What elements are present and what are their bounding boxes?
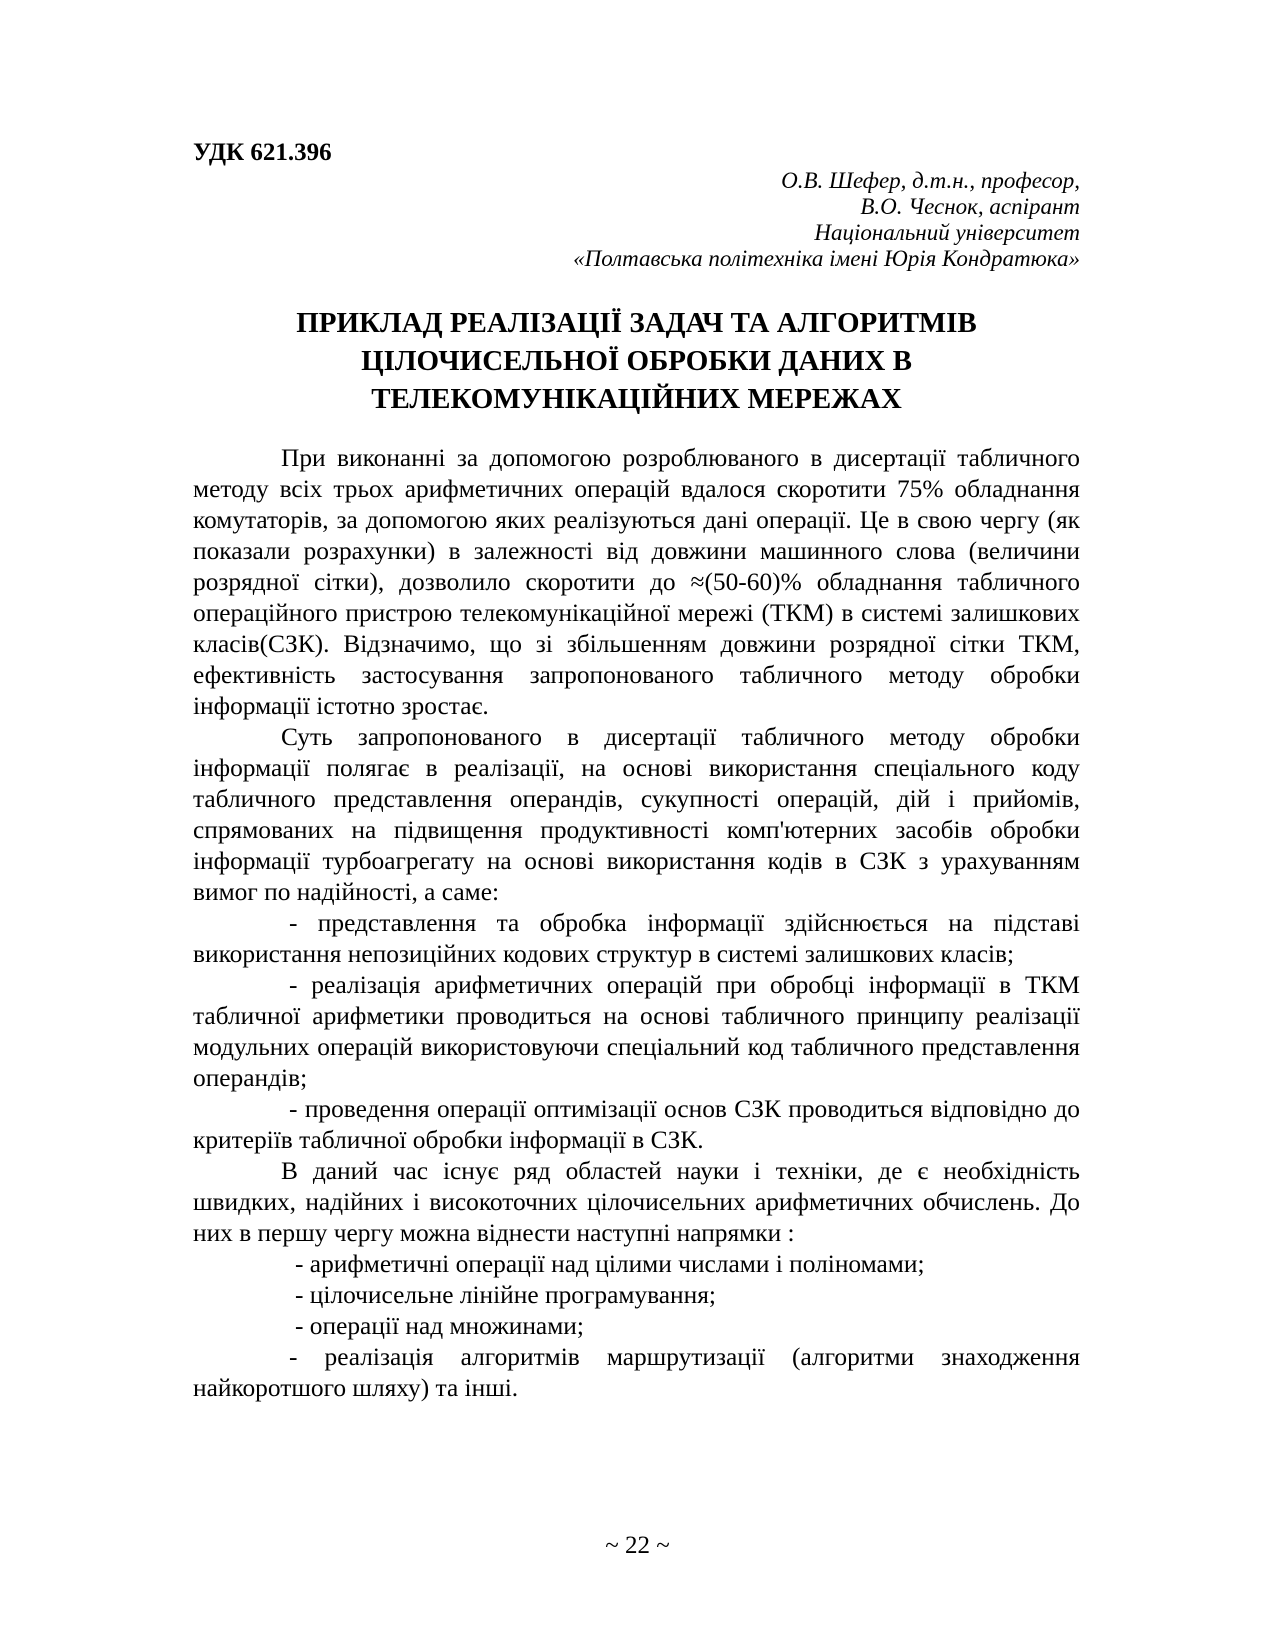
list-item-sets: - операції над множинами; [295,1312,584,1340]
list-item-integers: - арифметичні операції над цілими числами і поліномами; [295,1250,925,1278]
author-block [193,168,1080,272]
list-item-routing: - реалізація алгоритмів маршрутизації (алгоритми знаходження найкоротшого шляху) та інші. [193,1343,1080,1402]
body-paragraph-2: Суть запропонованого в дисертації табличного методу обробки інформації полягає в реалізації, на основі використання спеціального коду табличного представлення операндів, сукупності операцій, дій і прийомів, спрямованих на підвищення продуктивності комп'ютерних засобів обробки інформації турбоагрегату на основі використання кодів в СЗК з урахуванням вимог по надійності, а саме: [193,723,1080,906]
affiliation-line-2: «Полтавська політехніка імені Юрія Кондратюка» [573,246,1080,271]
article-title [193,304,1080,418]
list-item-arithmetic: - реалізація арифметичних операцій при обробці інформації в ТКМ табличної арифметики проводиться на основі табличного принципу реалізації модульних операцій використовуючи спеціальний код табличного представлення операндів; [193,971,1080,1092]
body-paragraph-3: В даний час існує ряд областей науки і техніки, де є необхідність швидких, надійних і високоточних цілочисельних арифметичних обчислень. До них в першу чергу можна віднести наступні напрямки : [193,1157,1080,1247]
author-line-1: О.В. Шефер, д.т.н., професор, [781,168,1080,193]
body-paragraph-1: При виконанні за допомогою розроблюваного в дисертації табличного методу всіх трьох арифметичних операцій вдалося скоротити 75% обладнання комутаторів, за допомогою яких реалізуються дані операції. Це в свою чергу (як показали розрахунки) в залежності від довжини машинного слова (величини розрядної сітки), дозволило скоротити до ≈(50-60)% обладнання табличного операційного пристрою телекомунікаційної мережі (ТКМ) в системі залишкових класів(СЗК). Відзначимо, що зі збільшенням довжини розрядної сітки ТКМ, ефективність застосування запропонованого табличного методу обробки інформації істотно зростає. [193,444,1080,720]
article-body [193,443,1080,1404]
affiliation-line-1: Національний університет [814,220,1080,245]
list-item-optimization: - проведення операції оптимізації основ СЗК проводиться відповідно до критеріїв табличної обробки інформації в СЗК. [193,1095,1080,1154]
author-line-2: В.О. Чеснок, аспірант [860,194,1080,219]
page-number: ~ 22 ~ [605,1532,670,1559]
title-line-1: ПРИКЛАД РЕАЛІЗАЦІЇ ЗАДАЧ ТА АЛГОРИТМІВ [296,307,977,339]
udk-code: УДК 621.396 [193,139,332,166]
list-item-representation: - представлення та обробка інформації здійснюється на підставі використання непозиційних кодових структур в системі залишкових класів; [193,909,1080,968]
list-item-linear-programming: - цілочисельне лінійне програмування; [295,1281,716,1309]
title-line-3: ТЕЛЕКОМУНІКАЦІЙНИХ МЕРЕЖАХ [371,383,902,415]
title-line-2: ЦІЛОЧИСЕЛЬНОЇ ОБРОБКИ ДАНИХ В [361,345,912,377]
